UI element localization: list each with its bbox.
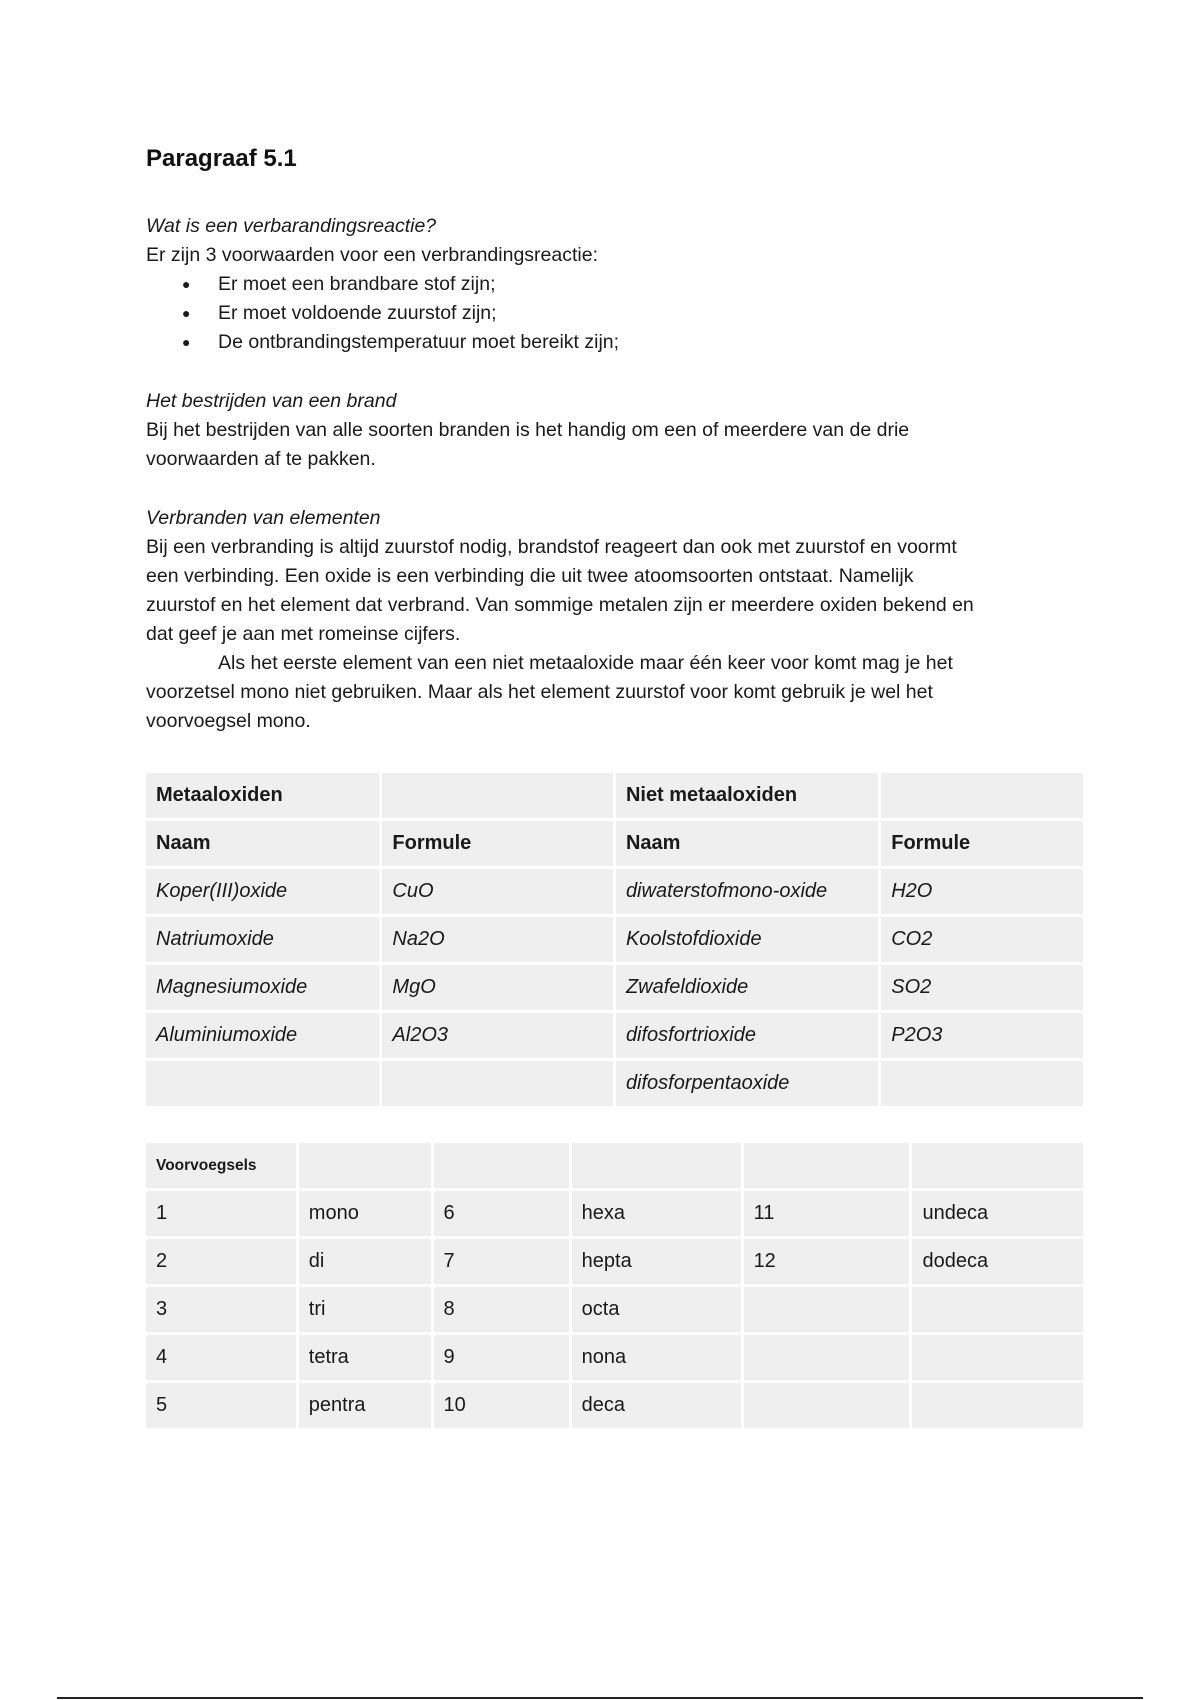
table-cell [912, 1287, 1083, 1332]
table-cell: 1 [146, 1191, 296, 1236]
section-subtitle: Verbranden van elementen [146, 507, 381, 529]
table-cell: tri [299, 1287, 431, 1332]
table-cell: difosfortrioxide [616, 1013, 878, 1058]
table-row [146, 917, 1083, 962]
table-cell: deca [572, 1383, 741, 1428]
table-cell: Natriumoxide [146, 917, 379, 962]
table-cell: 2 [146, 1239, 296, 1284]
table-header-cell: Formule [382, 821, 613, 866]
table-cell [744, 1383, 910, 1428]
table-cell [744, 1335, 910, 1380]
table-row [146, 1191, 1083, 1236]
paragraph-line: voorzetsel mono niet gebruiken. Maar als het element zuurstof voor komt gebruik je wel het [146, 681, 933, 703]
table-row [146, 1239, 1083, 1284]
paragraph-line: zuurstof en het element dat verbrand. Van sommige metalen zijn er meerdere oxiden bekend en [146, 594, 974, 616]
table-cell: mono [299, 1191, 431, 1236]
section-elementen [146, 504, 974, 736]
table-cell: 4 [146, 1335, 296, 1380]
table-row [146, 965, 1083, 1010]
table-cell: di [299, 1239, 431, 1284]
table-cell: 6 [434, 1191, 569, 1236]
table-header-cell [881, 773, 1083, 818]
table-header-cell: Niet metaaloxiden [616, 773, 878, 818]
table-cell: Aluminiumoxide [146, 1013, 379, 1058]
paragraph-line: Bij het bestrijden van alle soorten branden is het handig om een of meerdere van de drie [146, 419, 910, 441]
table-cell: SO2 [881, 965, 1083, 1010]
table-cell: 12 [744, 1239, 910, 1284]
prefix-table [143, 1140, 1086, 1431]
paragraph: Er zijn 3 voorwaarden voor een verbrandingsreactie: [146, 244, 598, 266]
table-cell: Na2O [382, 917, 613, 962]
table-cell: diwaterstofmono-oxide [616, 869, 878, 914]
table-row [146, 869, 1083, 914]
table-row [146, 1013, 1083, 1058]
table-header-cell: Formule [881, 821, 1083, 866]
table-cell: Koper(III)oxide [146, 869, 379, 914]
section-subtitle: Wat is een verbarandingsreactie? [146, 215, 437, 237]
table-header-cell: Naam [616, 821, 878, 866]
table-header-cell: Naam [146, 821, 379, 866]
section-subtitle: Het bestrijden van een brand [146, 390, 397, 412]
table-cell: Koolstofdioxide [616, 917, 878, 962]
paragraph-line: Bij een verbranding is altijd zuurstof nodig, brandstof reageert dan ook met zuurstof en voormt [146, 536, 957, 558]
table-row [146, 1287, 1083, 1332]
table-cell [881, 1061, 1083, 1106]
bullet-list [146, 270, 619, 357]
paragraph-line: voorvoegsel mono. [146, 710, 311, 732]
paragraph-line: Als het eerste element van een niet metaaloxide maar één keer voor komt mag je het [218, 652, 953, 674]
bullet-item: ● Er moet een brandbare stof zijn; [146, 270, 619, 299]
table-cell: pentra [299, 1383, 431, 1428]
table-cell: Al2O3 [382, 1013, 613, 1058]
paragraph-line: een verbinding. Een oxide is een verbinding die uit twee atoomsoorten ontstaat. Namelijk [146, 565, 914, 587]
bullet-item: ● Er moet voldoende zuurstof zijn; [146, 299, 619, 328]
table-cell: 11 [744, 1191, 910, 1236]
table-header-cell [382, 773, 613, 818]
bullet-item: ● De ontbrandingstemperatuur moet bereikt zijn; [146, 328, 619, 357]
paragraph-line: voorwaarden af te pakken. [146, 448, 376, 470]
table-header-cell: Voorvoegsels [146, 1143, 296, 1188]
table-cell: 7 [434, 1239, 569, 1284]
table-cell: 8 [434, 1287, 569, 1332]
table-cell: nona [572, 1335, 741, 1380]
table-cell: octa [572, 1287, 741, 1332]
table-cell: Magnesiumoxide [146, 965, 379, 1010]
page-title: Paragraaf 5.1 [146, 145, 297, 172]
table-cell: H2O [881, 869, 1083, 914]
table-cell: CO2 [881, 917, 1083, 962]
section-bestrijden [146, 387, 909, 474]
table-cell: CuO [382, 869, 613, 914]
table-cell: hexa [572, 1191, 741, 1236]
table-header-row [146, 1143, 1083, 1188]
oxide-table [143, 770, 1086, 1109]
paragraph-line: dat geef je aan met romeinse cijfers. [146, 623, 461, 645]
table-cell [912, 1383, 1083, 1428]
table-row [146, 1061, 1083, 1106]
table-cell: P2O3 [881, 1013, 1083, 1058]
table-cell: difosforpentaoxide [616, 1061, 878, 1106]
footer-divider [57, 1697, 1143, 1699]
table-cell: 9 [434, 1335, 569, 1380]
table-cell [744, 1287, 910, 1332]
table-cell: 5 [146, 1383, 296, 1428]
table-header-cell: Metaaloxiden [146, 773, 379, 818]
table-cell: hepta [572, 1239, 741, 1284]
table-cell: MgO [382, 965, 613, 1010]
table-row [146, 1335, 1083, 1380]
table-cell [912, 1335, 1083, 1380]
table-cell [146, 1061, 379, 1106]
table-cell: Zwafeldioxide [616, 965, 878, 1010]
table-cell: tetra [299, 1335, 431, 1380]
table-cell: 3 [146, 1287, 296, 1332]
table-column-header-row [146, 821, 1083, 866]
section-verbranding [146, 212, 619, 357]
table-cell [382, 1061, 613, 1106]
table-cell: dodeca [912, 1239, 1083, 1284]
table-cell: 10 [434, 1383, 569, 1428]
table-cell: undeca [912, 1191, 1083, 1236]
table-group-header-row [146, 773, 1083, 818]
table-row [146, 1383, 1083, 1428]
